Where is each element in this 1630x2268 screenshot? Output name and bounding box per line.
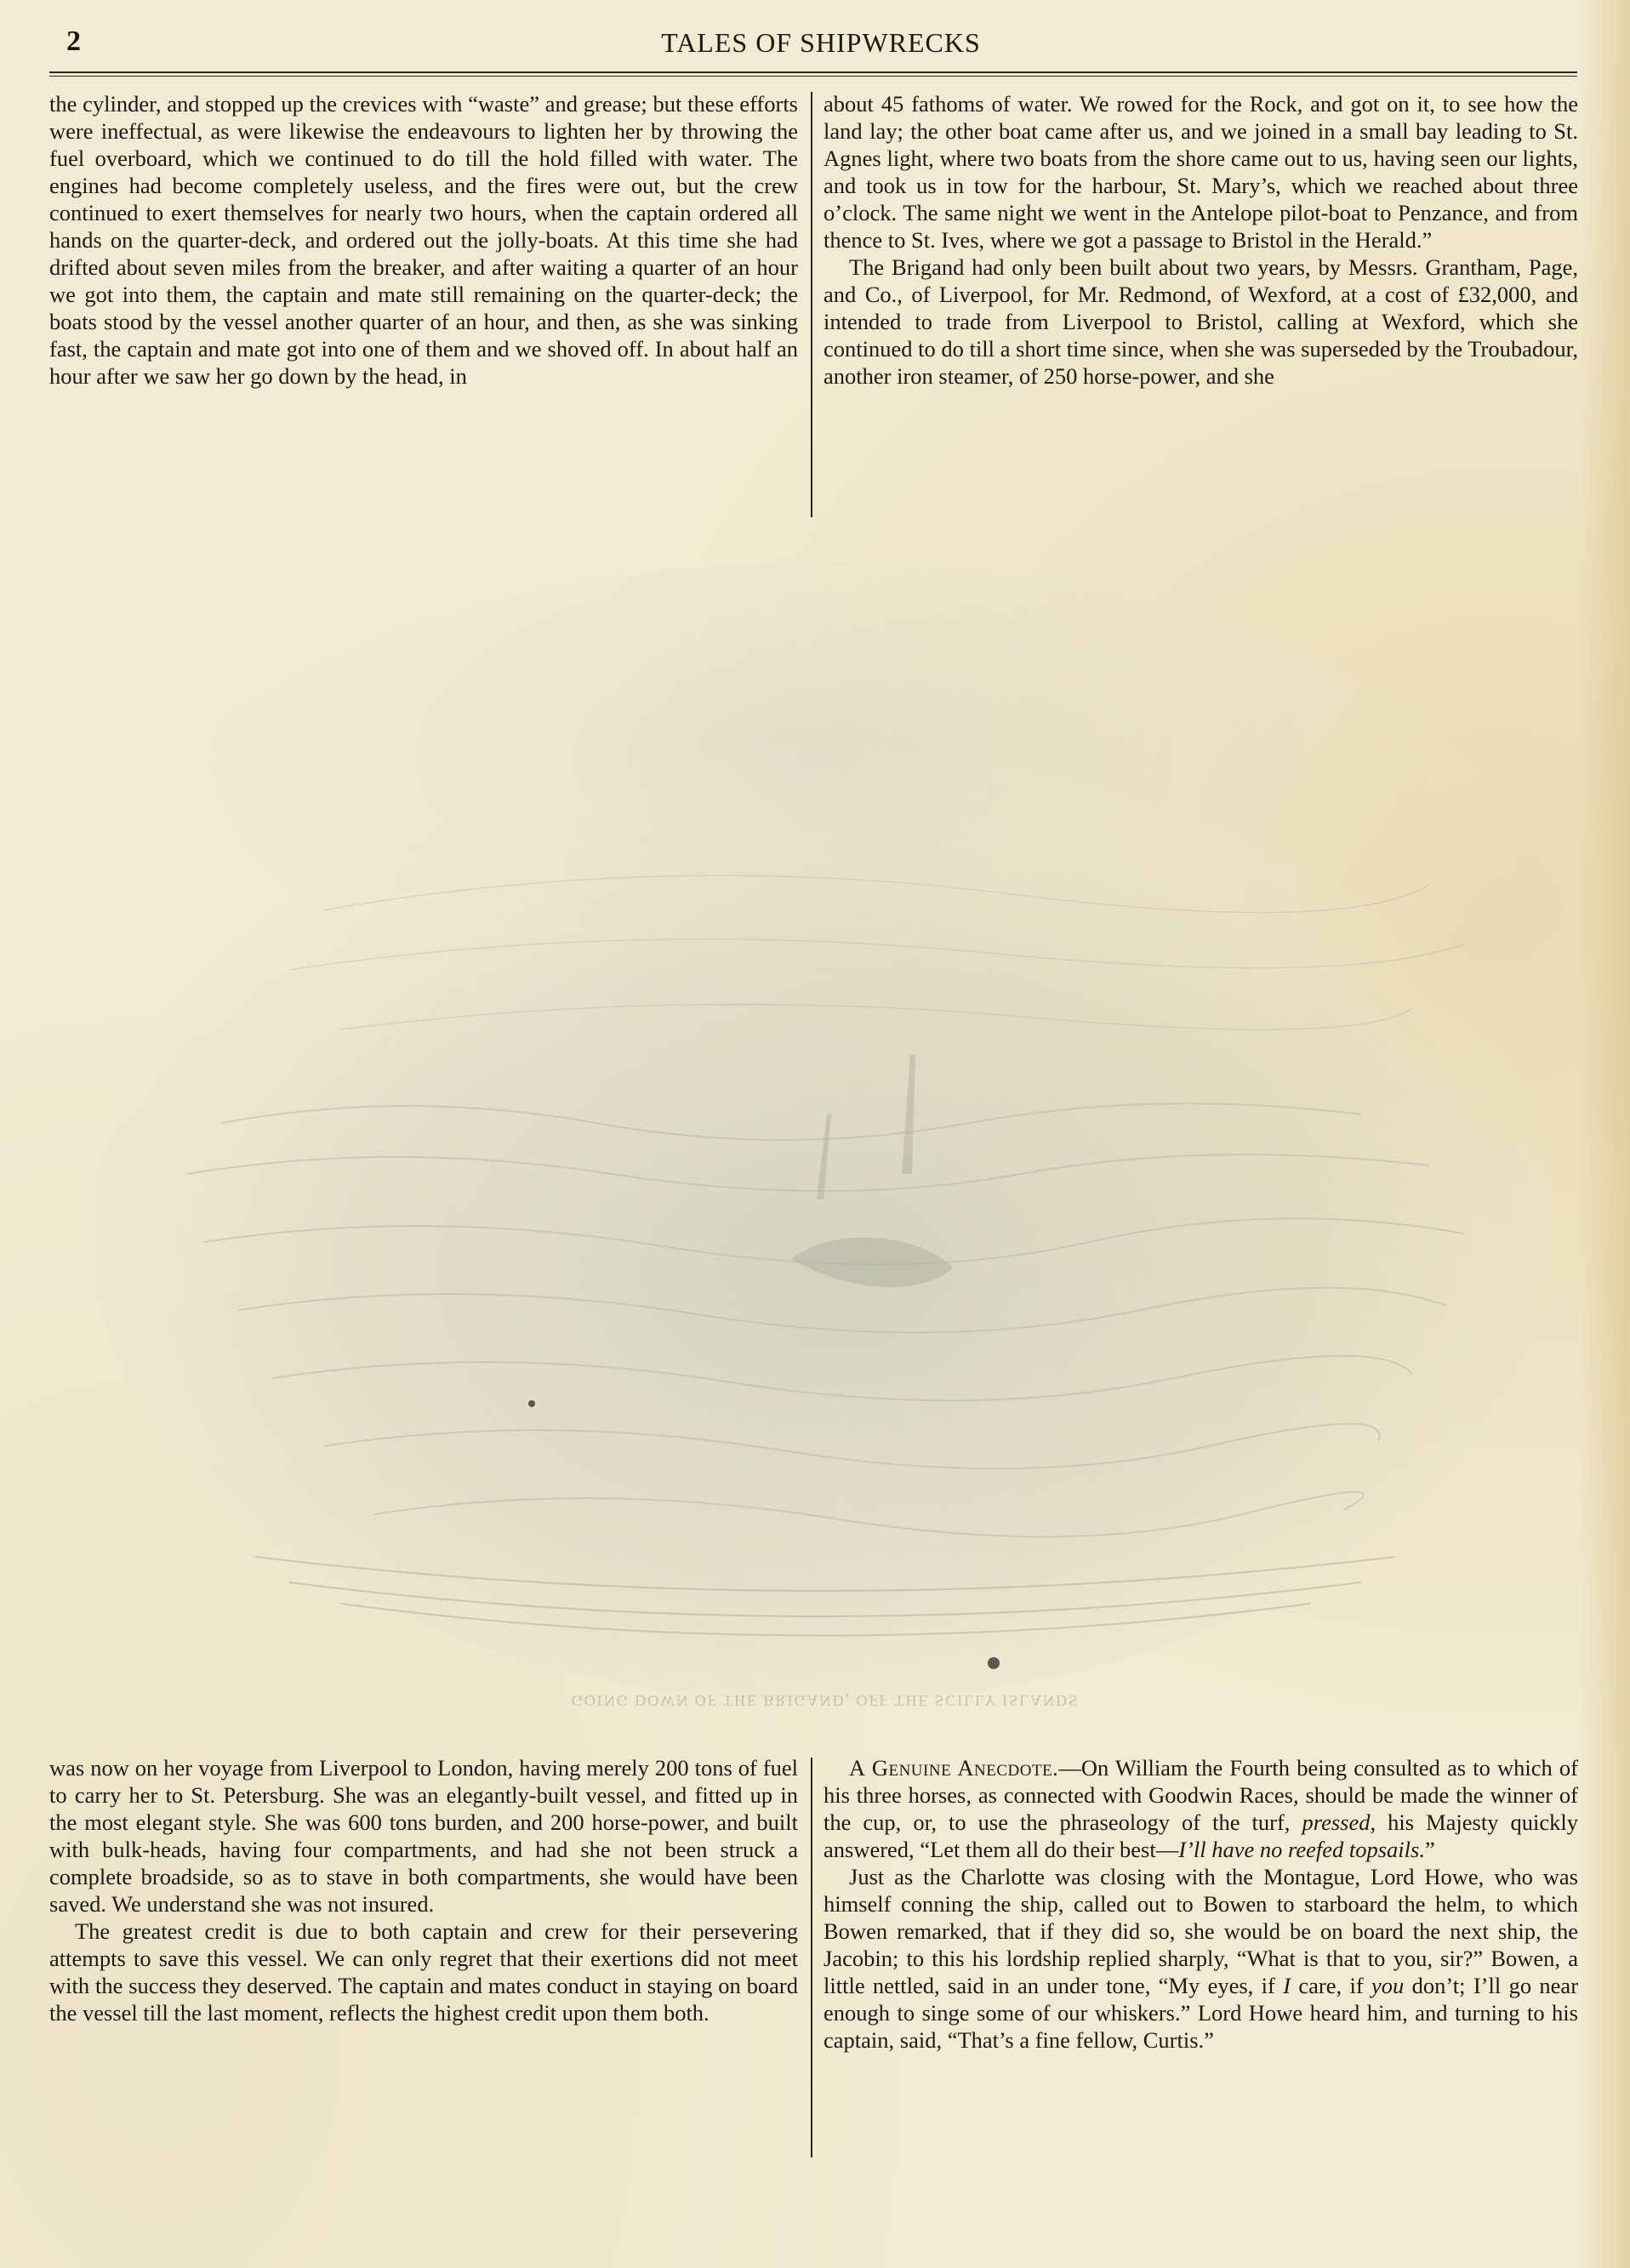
anecdote-text: his Majesty quickly answered, “Let them all do their best— — [824, 1809, 1579, 1862]
paragraph-text: Just as the Charlotte was closing with the Montague, Lord Howe, who was himself conning the ship, called out to Bowen to starboard the helm, to which Bowen remarked, that if they did so, she would be on board the next ship, the Jacobin; to this his lordship replied sharply, “What is that to you, sir?” Bowen, a little nettled, said in an under tone, “My eyes, if — [824, 1864, 1578, 1998]
page-edge-shading — [1579, 0, 1630, 2268]
page-number: 2 — [66, 26, 81, 57]
paragraph: the cylinder, and stopped up the crevices with “waste” and grease; but these efforts were ineffectual, as were likewise the endeavours to lighten her by throwing the fuel overboard, which we continued to do till the hold filled with water. The engines had become completely useless, and the fires were out, but the crew continued to exert themselves for nearly two hours, when the captain ordered all hands on the quarter-deck, and ordered out the jolly-boats. At this time she had drifted about seven miles from the breaker, and after waiting a quarter of an hour we got into them, the captain and mate still remaining on the quarter-deck; the boats stood by the vessel another quarter of an hour, and then, as she was sinking fast, the captain and mate got into one of them and we shoved off. In about half an hour after we saw her go down by the head, in — [49, 91, 798, 389]
column-divider-bottom — [811, 1758, 812, 2157]
illustration-caption: GOING DOWN OF THE BRIGAND, OFF THE SCILLY ISLANDS — [571, 1692, 1080, 1709]
header-rule — [49, 71, 1577, 77]
article-column-top-left — [49, 90, 798, 390]
shipwreck-engraving — [68, 527, 1574, 1718]
anecdote-text: ” — [1424, 1837, 1435, 1862]
paragraph: about 45 fathoms of water. We rowed for the Rock, and got on it, to see how the land lay; the other boat came after us, and we joined in a small bay leading to St. Agnes light, where two boats from the shore came out to us, having seen our lights, and took us in tow for the harbour, St. Mary’s, which we reached about three o’clock. The same night we went in the Antelope pilot-boat to Penzance, and from thence to St. Ives, where we got a passage to Bristol in the Herald.” — [824, 91, 1578, 253]
paragraph-italic: you — [1371, 1973, 1405, 1998]
paragraph-italic: I — [1283, 1973, 1291, 1998]
paragraph-text: care, if — [1298, 1973, 1364, 1998]
paragraph: The Brigand had only been built about two years, by Messrs. Grantham, Page, and Co., of Liverpool, for Mr. Redmond, of Wexford, at a cost of £32,000, and intended to trade from Liverpool to Bristol, calling at Wexford, which she continued to do till a short time since, when she was superseded by the Troubadour, another iron steamer, of 250 horse-power, and she — [824, 254, 1578, 389]
article-column-bottom-right — [824, 1754, 1578, 2054]
paragraph — [824, 1863, 1578, 2054]
paragraph-text: don’t; I’ll go near enough to singe some of our whiskers.” Lord Howe heard him, and turning to his captain, said, “That’s a fine fellow, Curtis.” — [824, 1973, 1579, 2053]
anecdote-text: —On William the Fourth being consulted as to which of his three horses, as connected with Goodwin Races, should be made the winner of the cup, or, to use the phraseology of the turf, — [824, 1755, 1578, 1835]
anecdote-italic: pressed, — [1302, 1809, 1376, 1835]
anecdote-paragraph — [824, 1754, 1578, 1863]
paragraph: The greatest credit is due to both captain and crew for their persevering attempts to save this vessel. We can only regret that their exertions did not meet with the success they deserved. The captain and mates conduct in staying on board the vessel till the last moment, reflects the highest credit upon them both. — [49, 1918, 798, 2026]
anecdote-heading: A Genuine Anecdote. — [849, 1755, 1059, 1781]
article-column-bottom-left — [49, 1754, 798, 2026]
paragraph: was now on her voyage from Liverpool to London, having merely 200 tons of fuel to carry her to St. Petersburg. She was an elegantly-built vessel, and fitted up in the most elegant style. She was 600 tons burden, and 200 horse-power, and built with bulk-heads, having four compartments, and had she not been struck a complete broadside, so as to stave in both compartments, she would have been saved. We understand she was not insured. — [49, 1755, 798, 1917]
anecdote-italic: I’ll have no reefed topsails. — [1178, 1837, 1425, 1862]
running-head — [60, 24, 1582, 58]
article-column-top-right — [824, 90, 1578, 390]
column-divider-top — [811, 92, 812, 517]
page-title: TALES OF SHIPWRECKS — [661, 27, 981, 58]
